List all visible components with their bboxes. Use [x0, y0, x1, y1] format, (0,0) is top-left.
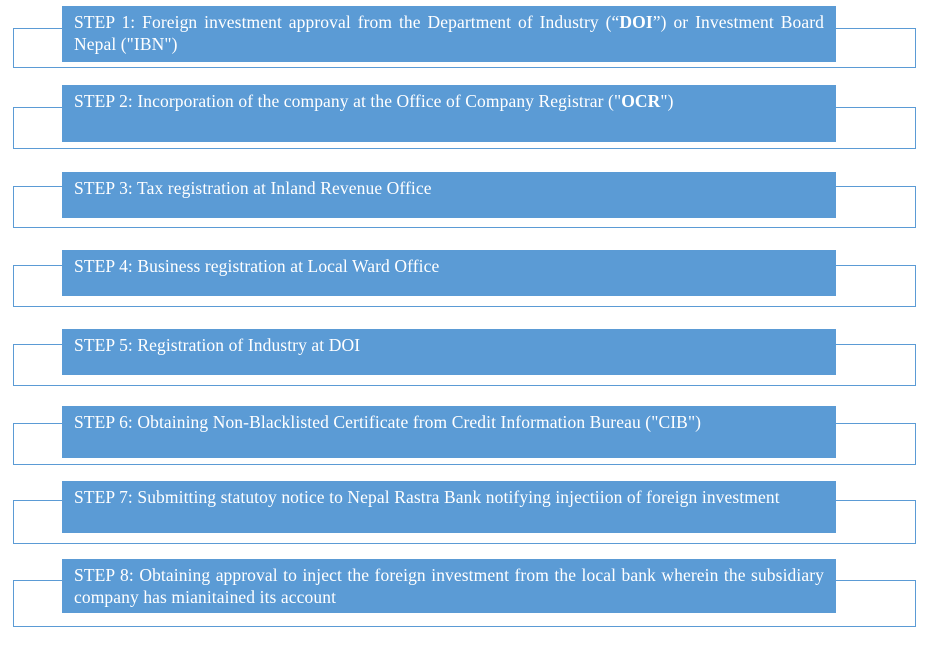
step-bar-7[interactable] — [62, 481, 836, 533]
step-bar-4[interactable] — [62, 250, 836, 296]
step-bar-6[interactable] — [62, 406, 836, 458]
step-bar-8[interactable] — [62, 559, 836, 613]
step-text-3: STEP 3: Tax registration at Inland Revenue Office — [74, 178, 432, 198]
step-text-7: STEP 7: Submitting statutoy notice to Nepal Rastra Bank notifying injectiion of foreign investment — [74, 487, 780, 507]
step-bar-2[interactable] — [62, 85, 836, 142]
step-text-4: STEP 4: Business registration at Local Ward Office — [74, 256, 440, 276]
step-text-6: STEP 6: Obtaining Non-Blacklisted Certificate from Credit Information Bureau ("CIB") — [74, 412, 702, 432]
step-bar-1[interactable] — [62, 6, 836, 62]
step-text-5: STEP 5: Registration of Industry at DOI — [74, 335, 361, 355]
step-bold-2: OCR — [621, 91, 661, 111]
step-text-8: STEP 8: Obtaining approval to inject the foreign investment from the local bank wherein the subsidiary company has mianitained its account — [74, 565, 824, 608]
step-bar-3[interactable] — [62, 172, 836, 218]
step-text-1-suffix: ”) or Investment Board Nepal ("IBN") — [74, 12, 824, 55]
step-text-2: STEP 2: Incorporation of the company at the Office of Company Registrar (" — [74, 91, 622, 111]
step-text-1: STEP 1: Foreign investment approval from the Department of Industry (“ — [74, 12, 620, 32]
step-text-2-suffix: ") — [660, 91, 674, 111]
step-bold-1: DOI — [619, 12, 653, 32]
step-bar-5[interactable] — [62, 329, 836, 375]
